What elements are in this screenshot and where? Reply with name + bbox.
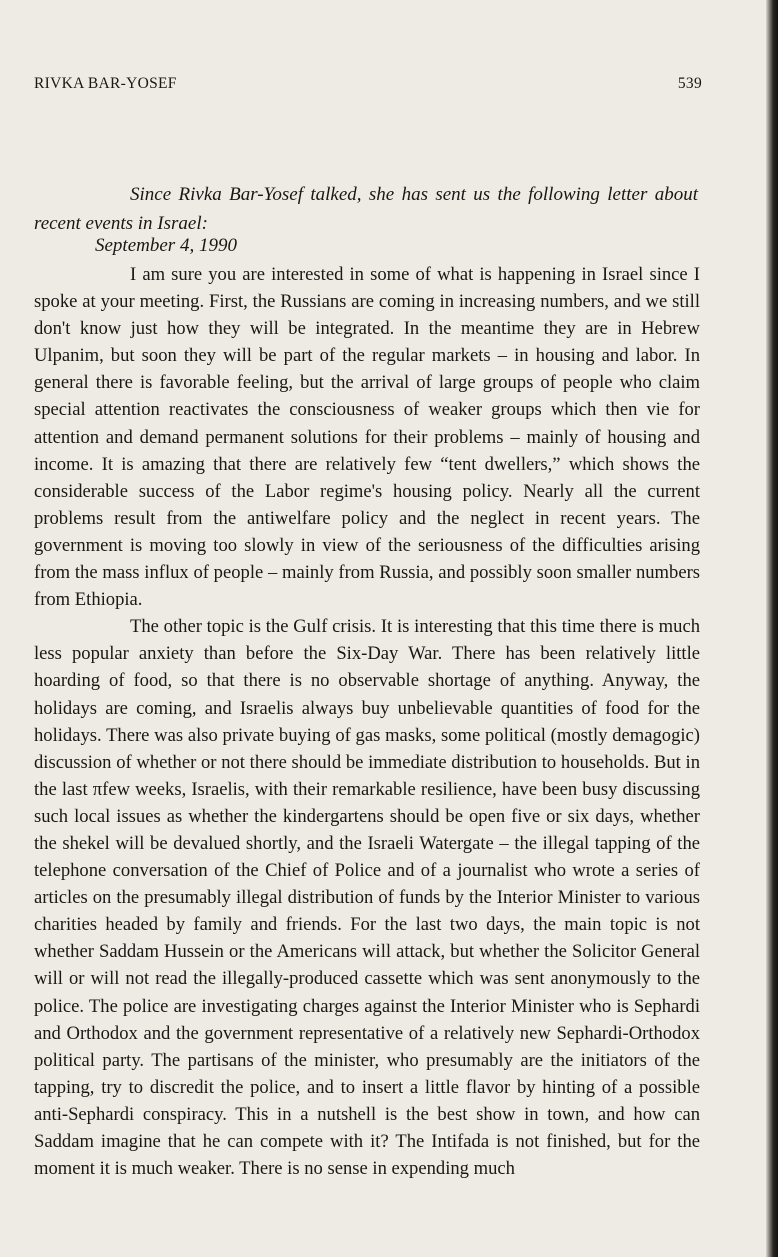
paragraph-2: The other topic is the Gulf crisis. It is interesting that this time there is much less popular anxiety than before the Six-Day War. There has been relatively little hoarding of food, so that there is no observable shortage of anything. Anyway, the holidays are coming, and Israelis always buy unbelievable quantities of food for the holidays. There was also private buying of gas masks, some political (mostly demagogic) discussion of whether or not there should be immediate distribution to households. But in the last πfew weeks, Israelis, with their remarkable resilience, have been busy discussing such local issues as whether the kindergartens should be open five or six days, whether the shekel will be devalued shortly, and the Israeli Watergate – the illegal tapping of the telephone conversation of the Chief of Police and of a journalist who wrote a series of articles on the presumably illegal distribution of funds by the Interior Minister to various charities headed by family and friends. For the last two days, the main topic is not whether Saddam Hussein or the Americans will attack, but whether the Solicitor General will or will not read the illegally-produced cassette which was sent anonymously to the police. The police are investigating charges against the Interior Minister who is Sephardi and Orthodox and the government representative of a relatively new Sephardi-Orthodox political party. The partisans of the minister, who presumably are the initiators of the tapping, try to discredit the police, and to insert a little flavor by hinting of a possible anti-Sephardi conspiracy. This in a nutshell is the best show in town, and how can Saddam imagine that he can compete with it? The Intifada is not finished, but for the moment it is much weaker. There is no sense in expending much xyxy=(34,616,700,1180)
intro-note: Since Rivka Bar-Yosef talked, she has sent us the following letter about recent events in Israel: xyxy=(34,184,698,234)
letter-date: September 4, 1990 xyxy=(95,235,237,256)
paragraph-1: I am sure you are interested in some of what is happening in Israel since I spoke at your meeting. First, the Russians are coming in increasing numbers, and we still don't know just how they will be integrated. In the meantime they are in Hebrew Ulpanim, but soon they will be part of the regular markets – in housing and labor. In general there is favorable feeling, but the arrival of large groups of people who claim special attention reactivates the consciousness of weaker groups which then vie for attention and demand permanent solutions for their problems – mainly of housing and income. It is amazing that there are relatively few “tent dwellers,” which shows the considerable success of the Labor regime's housing policy. Nearly all the current problems result from the antiwelfare policy and the neglect in recent years. The government is moving too slowly in view of the seriousness of the difficulties arising from the mass influx of people – mainly from Russia, and possibly soon smaller numbers from Ethiopia. xyxy=(34,264,700,611)
page-edge-shadow xyxy=(766,0,778,1257)
page-number: 539 xyxy=(677,75,702,92)
letter-body xyxy=(34,261,700,1182)
running-head xyxy=(34,75,702,99)
running-head-author: RIVKA BAR-YOSEF xyxy=(34,75,177,92)
